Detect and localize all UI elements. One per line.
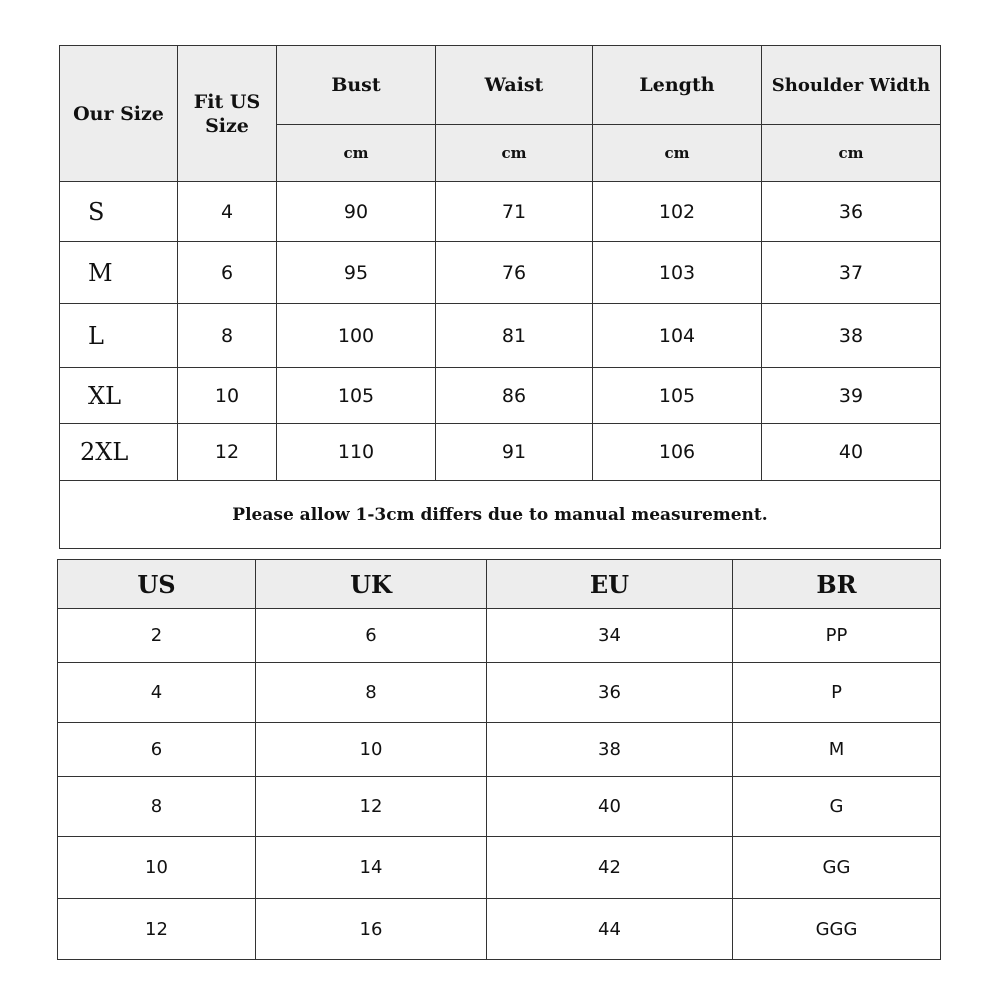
uk-value: 16 [256, 899, 487, 960]
table-row [58, 723, 941, 777]
size-label: L [60, 304, 178, 368]
length-value: 106 [593, 424, 762, 481]
length-value: 102 [593, 182, 762, 242]
header-our-size: Our Size [60, 46, 178, 182]
br-value: P [733, 663, 941, 723]
eu-value: 40 [487, 777, 733, 837]
table-row [58, 663, 941, 723]
conversion-header-row [58, 560, 941, 609]
uk-value: 6 [256, 609, 487, 663]
us-value: 10 [58, 837, 256, 899]
shoulder-value: 36 [762, 182, 941, 242]
header-br: BR [733, 560, 941, 609]
unit-shoulder-width: cm [762, 125, 941, 182]
unit-bust: cm [277, 125, 436, 182]
size-chart-header-row [60, 46, 941, 125]
br-value: PP [733, 609, 941, 663]
fit-us-value: 4 [178, 182, 277, 242]
header-bust: Bust [277, 46, 436, 125]
table-row [60, 182, 941, 242]
waist-value: 86 [436, 368, 593, 424]
us-value: 4 [58, 663, 256, 723]
bust-value: 95 [277, 242, 436, 304]
bust-value: 105 [277, 368, 436, 424]
table-row [58, 837, 941, 899]
shoulder-value: 38 [762, 304, 941, 368]
header-shoulder-width: Shoulder Width [762, 46, 941, 125]
size-label: 2XL [60, 424, 178, 481]
uk-value: 8 [256, 663, 487, 723]
bust-value: 100 [277, 304, 436, 368]
unit-length: cm [593, 125, 762, 182]
eu-value: 44 [487, 899, 733, 960]
size-label: XL [60, 368, 178, 424]
shoulder-value: 39 [762, 368, 941, 424]
size-chart-table [59, 45, 941, 549]
uk-value: 14 [256, 837, 487, 899]
waist-value: 91 [436, 424, 593, 481]
fit-us-value: 10 [178, 368, 277, 424]
table-row [60, 424, 941, 481]
size-label: S [60, 182, 178, 242]
shoulder-value: 37 [762, 242, 941, 304]
us-value: 2 [58, 609, 256, 663]
table-row [58, 777, 941, 837]
waist-value: 71 [436, 182, 593, 242]
table-row [60, 304, 941, 368]
eu-value: 42 [487, 837, 733, 899]
waist-value: 76 [436, 242, 593, 304]
us-value: 12 [58, 899, 256, 960]
fit-us-value: 8 [178, 304, 277, 368]
br-value: GG [733, 837, 941, 899]
eu-value: 36 [487, 663, 733, 723]
uk-value: 10 [256, 723, 487, 777]
us-value: 6 [58, 723, 256, 777]
uk-value: 12 [256, 777, 487, 837]
header-fit-us-size: Fit US Size [178, 46, 277, 182]
length-value: 104 [593, 304, 762, 368]
us-value: 8 [58, 777, 256, 837]
size-label: M [60, 242, 178, 304]
header-eu: EU [487, 560, 733, 609]
header-length: Length [593, 46, 762, 125]
eu-value: 38 [487, 723, 733, 777]
size-conversion-table [57, 559, 941, 960]
table-row [60, 242, 941, 304]
br-value: M [733, 723, 941, 777]
table-row [58, 609, 941, 663]
fit-us-value: 6 [178, 242, 277, 304]
header-uk: UK [256, 560, 487, 609]
header-waist: Waist [436, 46, 593, 125]
length-value: 103 [593, 242, 762, 304]
length-value: 105 [593, 368, 762, 424]
fit-us-value: 12 [178, 424, 277, 481]
measurement-note: Please allow 1-3cm differs due to manual measurement. [60, 481, 941, 549]
header-us: US [58, 560, 256, 609]
table-row [60, 368, 941, 424]
waist-value: 81 [436, 304, 593, 368]
eu-value: 34 [487, 609, 733, 663]
br-value: G [733, 777, 941, 837]
bust-value: 110 [277, 424, 436, 481]
unit-waist: cm [436, 125, 593, 182]
br-value: GGG [733, 899, 941, 960]
size-chart-note-row [60, 481, 941, 549]
table-row [58, 899, 941, 960]
shoulder-value: 40 [762, 424, 941, 481]
bust-value: 90 [277, 182, 436, 242]
